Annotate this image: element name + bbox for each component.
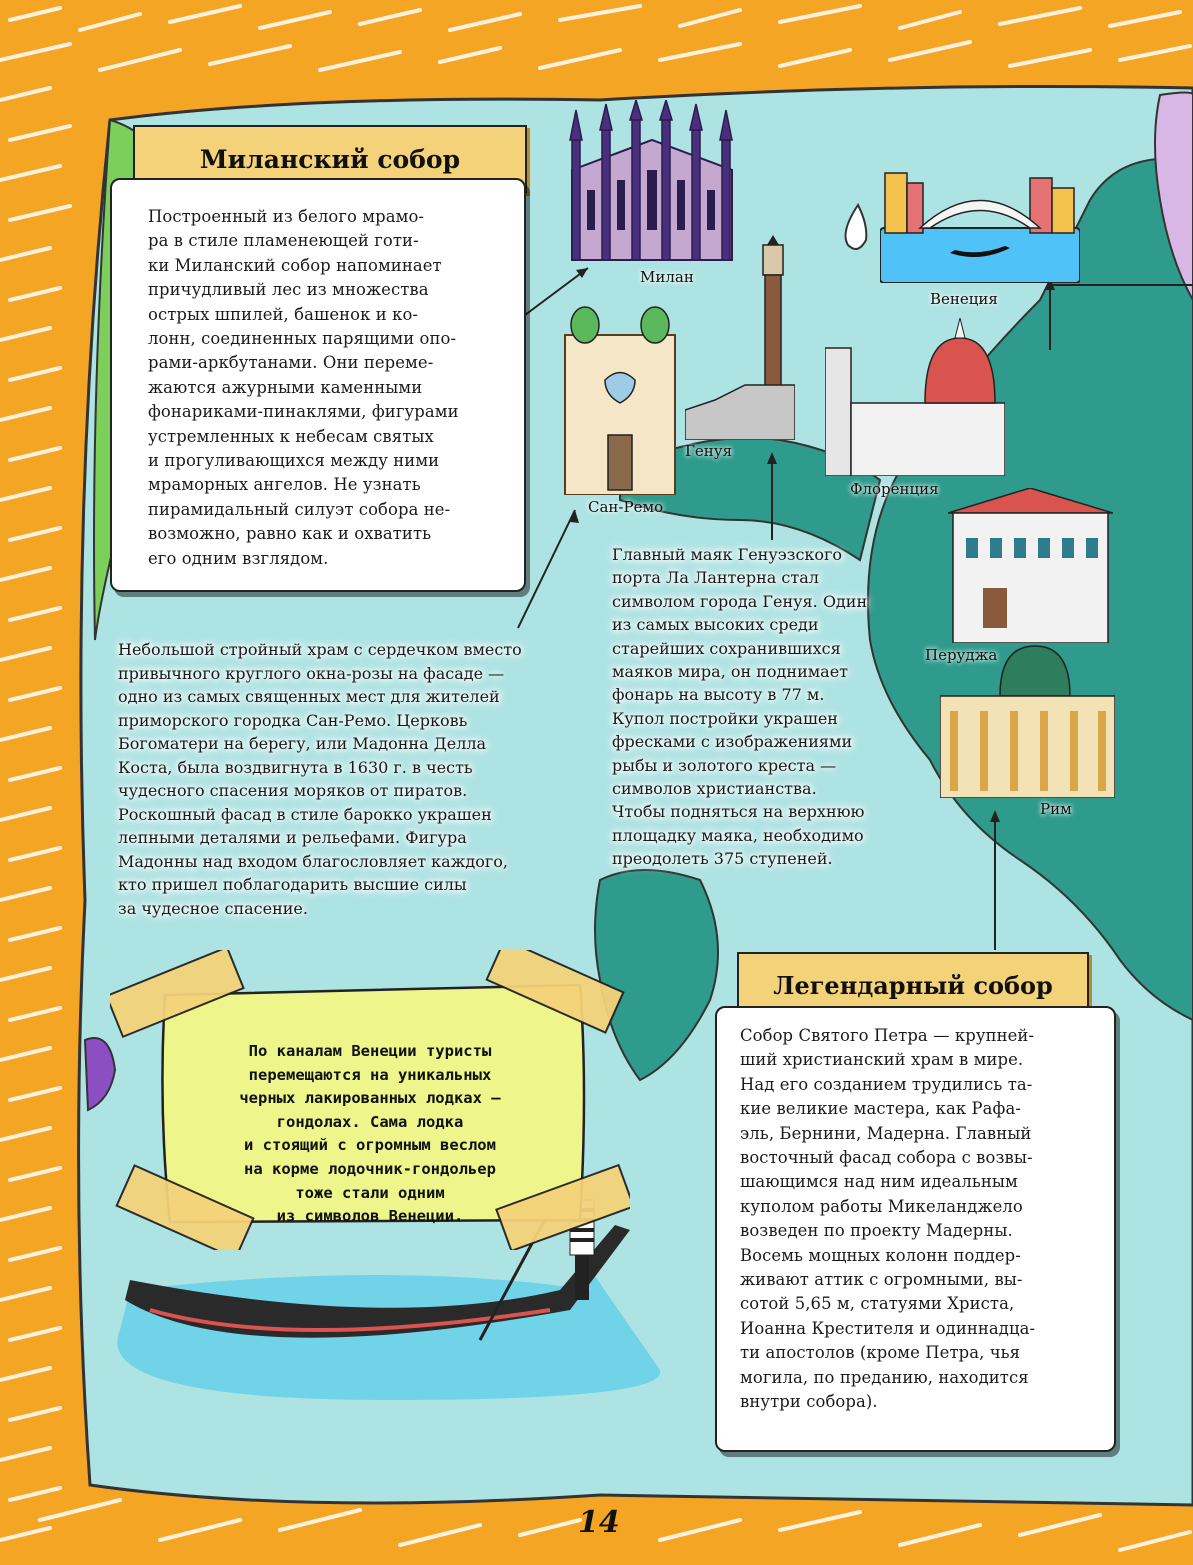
text-line: за чудесное спасение. bbox=[118, 898, 308, 918]
text-line: фонарь на высоту в 77 м. bbox=[612, 685, 825, 705]
text-line: преодолеть 375 ступеней. bbox=[612, 849, 833, 869]
text-line: фресками с изображениями bbox=[612, 732, 853, 752]
text-line: кто пришел поблагодарить высшие силы bbox=[118, 875, 467, 894]
text-line: перемещаются на уникальных bbox=[248, 1065, 492, 1084]
text-line: и прогуливающихся между ними bbox=[148, 451, 440, 471]
text-line: живают аттик с огромными, вы- bbox=[740, 1270, 1023, 1290]
text-line: пирамидальный силуэт собора не- bbox=[148, 499, 451, 519]
text-line: тоже стали одним bbox=[295, 1183, 445, 1202]
text-line: лепными деталями и рельефами. Фигура bbox=[118, 828, 467, 847]
text-line: По каналам Венеции туристы bbox=[248, 1042, 492, 1060]
text-line: Роскошный фасад в стиле барокко украшен bbox=[118, 804, 492, 824]
text-line: Главный маяк Генуэзского bbox=[612, 545, 843, 564]
florence-cathedral-illustration bbox=[825, 318, 1005, 476]
city-label-genoa: Генуя bbox=[685, 442, 733, 460]
text-line: Иоанна Крестителя и одиннадца- bbox=[740, 1318, 1036, 1338]
text-line: шающимся над ним идеальным bbox=[740, 1172, 1018, 1192]
text-line: устремленных к небесам святых bbox=[148, 426, 434, 446]
sanremo-description bbox=[118, 638, 578, 920]
text-line: Небольшой стройный храм с сердечком вместо bbox=[118, 640, 522, 659]
text-line: острых шпилей, башенок и ко- bbox=[148, 304, 419, 324]
text-line: на корме лодочник-гондольер bbox=[244, 1159, 496, 1178]
text-line: гондолах. Сама лодка bbox=[276, 1112, 464, 1131]
text-line: мраморных ангелов. Не узнать bbox=[148, 475, 421, 495]
text-line: порта Ла Лантерна стал bbox=[612, 568, 819, 588]
text-line: Над его созданием трудились та- bbox=[740, 1074, 1033, 1094]
perugia-palazzo-illustration bbox=[948, 488, 1113, 643]
text-line: чудесного спасения моряков от пиратов. bbox=[118, 781, 468, 800]
text-line: одно из самых священных мест для жителей bbox=[118, 687, 500, 706]
text-line: Собор Святого Петра — крупней- bbox=[740, 1026, 1035, 1045]
rome-card-body bbox=[740, 1024, 1093, 1415]
text-line: рыбы и золотого креста — bbox=[612, 755, 837, 775]
text-line: Восемь мощных колонн поддер- bbox=[740, 1245, 1021, 1265]
text-line: Построенный из белого мрамо- bbox=[148, 207, 425, 226]
rome-card-title: Легендарный собор bbox=[773, 970, 1053, 1000]
milan-card bbox=[110, 178, 526, 592]
text-line: привычного круглого окна-розы на фасаде — bbox=[118, 663, 505, 683]
venice-note bbox=[175, 1040, 565, 1229]
genoa-lighthouse-illustration bbox=[685, 235, 795, 440]
city-label-milan: Милан bbox=[640, 268, 694, 286]
text-line: внутри собора). bbox=[740, 1392, 878, 1412]
text-line: и стоящий с огромным веслом bbox=[244, 1136, 496, 1155]
text-line: ший христианский храм в мире. bbox=[740, 1050, 1024, 1070]
city-label-sanremo: Сан-Ремо bbox=[588, 498, 664, 516]
text-line: из самых высоких среди bbox=[612, 615, 819, 635]
sanremo-church-illustration bbox=[560, 295, 680, 495]
text-line: Чтобы подняться на верхнюю bbox=[612, 802, 865, 822]
rome-card bbox=[715, 1006, 1116, 1452]
text-line: маяков мира, он поднимает bbox=[612, 662, 849, 682]
city-label-perugia: Перуджа bbox=[925, 646, 998, 664]
text-line: жаются ажурными каменными bbox=[148, 377, 423, 397]
text-line: Коста, была воздвигнута в 1630 г. в честь bbox=[118, 757, 473, 777]
milan-card-title: Миланский собор bbox=[199, 144, 461, 174]
text-line: Богоматери на берегу, или Мадонна Делла bbox=[118, 734, 487, 753]
text-line: символом города Генуя. Один bbox=[612, 591, 868, 611]
text-line: возведен по проекту Мадерны. bbox=[740, 1221, 1013, 1241]
city-label-venice: Венеция bbox=[930, 290, 998, 308]
city-label-florence: Флоренция bbox=[850, 480, 939, 498]
text-line: могила, по преданию, находится bbox=[740, 1367, 1029, 1387]
city-label-rome: Рим bbox=[1040, 800, 1072, 818]
text-line: Купол постройки украшен bbox=[612, 708, 838, 728]
text-line: эль, Бернини, Мадерна. Главный bbox=[740, 1123, 1032, 1143]
text-line: куполом работы Микеланджело bbox=[740, 1196, 1023, 1216]
text-line: сотой 5,65 м, статуями Христа, bbox=[740, 1294, 1015, 1314]
text-line: рами-аркбутанами. Они переме- bbox=[148, 353, 434, 373]
milan-card-body bbox=[148, 205, 503, 571]
text-line: ти апостолов (кроме Петра, чья bbox=[740, 1343, 1021, 1363]
text-line: причудливый лес из множества bbox=[148, 280, 429, 300]
text-line: возможно, равно как и охватить bbox=[148, 524, 432, 544]
text-line: ра в стиле пламенеющей готи- bbox=[148, 231, 419, 251]
text-line: Мадонны над входом благословляет каждого, bbox=[118, 851, 508, 871]
genoa-description bbox=[612, 543, 902, 871]
text-line: черных лакированных лодках — bbox=[239, 1089, 501, 1108]
text-line: фонариками-пинаклями, фигурами bbox=[148, 402, 459, 422]
text-line: восточный фасад собора с возвы- bbox=[740, 1148, 1033, 1168]
text-line: лонн, соединенных парящими опо- bbox=[148, 329, 457, 349]
text-line: площадку маяка, необходимо bbox=[612, 825, 864, 845]
text-line: символов христианства. bbox=[612, 779, 817, 799]
text-line: приморского городка Сан-Ремо. Церковь bbox=[118, 710, 468, 730]
text-line: ки Миланский собор напоминает bbox=[148, 255, 442, 275]
text-line: кие великие мастера, как Рафа- bbox=[740, 1099, 1021, 1119]
text-line: старейших сохранившихся bbox=[612, 638, 841, 658]
text-line: его одним взглядом. bbox=[148, 548, 329, 568]
venice-rialto-illustration bbox=[880, 168, 1080, 283]
text-line: из символов Венеции. bbox=[276, 1207, 464, 1226]
page-number: 14 bbox=[578, 1505, 620, 1540]
